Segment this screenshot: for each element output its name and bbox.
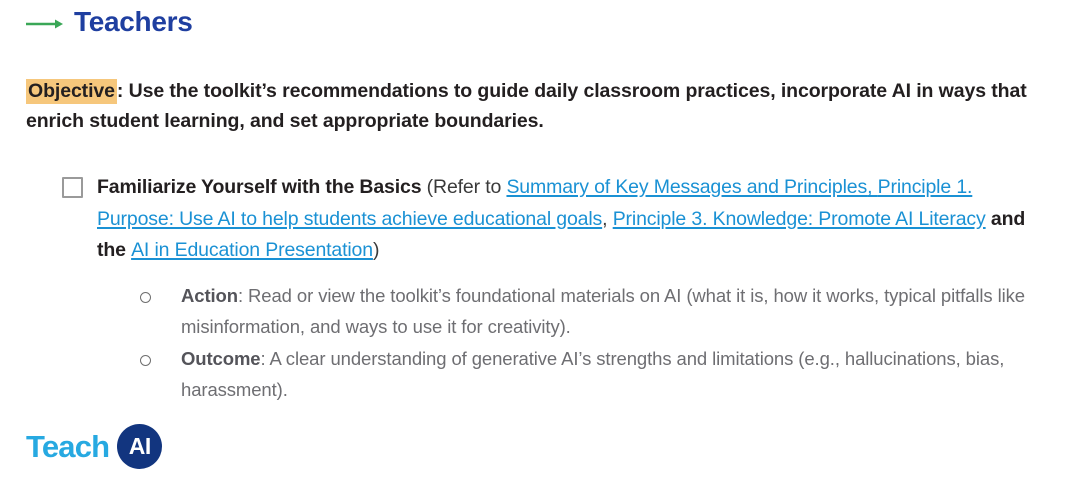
sub-item-separator: : [237, 285, 249, 306]
sub-item-label-outcome: Outcome [181, 348, 261, 370]
checkbox-icon[interactable] [62, 177, 83, 198]
sub-item-text [181, 344, 1030, 405]
checklist-item[interactable] [62, 172, 1032, 267]
list-item [140, 344, 1030, 405]
sub-item-text [181, 281, 1030, 342]
link-summary-of-key-messages[interactable]: Summary of Key Messages and Principles [506, 176, 868, 198]
logo-badge-label: AI [128, 433, 151, 459]
circle-bullet-icon [140, 355, 151, 366]
circle-bullet-icon [140, 292, 151, 303]
sub-bullet-list [140, 281, 1030, 408]
checklist-item-closing: ) [372, 239, 380, 262]
link-principle-3-knowledge[interactable]: Principle 3. Knowledge: Promote AI Literacy [612, 207, 986, 230]
objective-separator: : [116, 80, 124, 102]
link-ai-in-education-presentation[interactable]: AI in Education Presentation [131, 239, 373, 262]
checklist-item-heading: Familiarize Yourself with the Basics [97, 176, 422, 198]
objective-paragraph [26, 76, 1036, 136]
link-separator-1: , [867, 176, 878, 198]
page-title: Teachers [74, 6, 193, 37]
checklist-item-text [97, 172, 1032, 267]
sub-item-body: Read or view the toolkit’s foundational materials on AI (what it is, how it works, typical pitfalls like misinformation, and ways to use it for creativity). [181, 285, 1025, 337]
objective-text: Use the toolkit’s recommendations to guide daily classroom practices, incorporate AI in ways that enrich student learning, and set appropriate boundaries. [26, 80, 1027, 133]
objective-label: Objective [28, 80, 115, 102]
link-separator-3: and the [97, 207, 1026, 262]
logo-wordmark: Teach [26, 429, 110, 464]
logo-badge-icon [117, 424, 162, 469]
sub-item-label-action: Action [181, 285, 238, 306]
sub-item-body: A clear understanding of generative AI’s strengths and limitations (e.g., hallucinations, bias, harassment). [181, 348, 1005, 401]
sub-item-separator: : [260, 348, 270, 370]
right-arrow-icon [24, 14, 64, 34]
checklist-item-intro: (Refer to [421, 176, 507, 198]
link-principle-1-purpose[interactable]: Principle 1. Purpose: Use AI to help students achieve educational goals [97, 176, 973, 230]
list-item [140, 281, 1030, 342]
section-heading [24, 8, 193, 36]
teachai-logo [26, 424, 162, 469]
link-separator-2: , [602, 207, 613, 230]
